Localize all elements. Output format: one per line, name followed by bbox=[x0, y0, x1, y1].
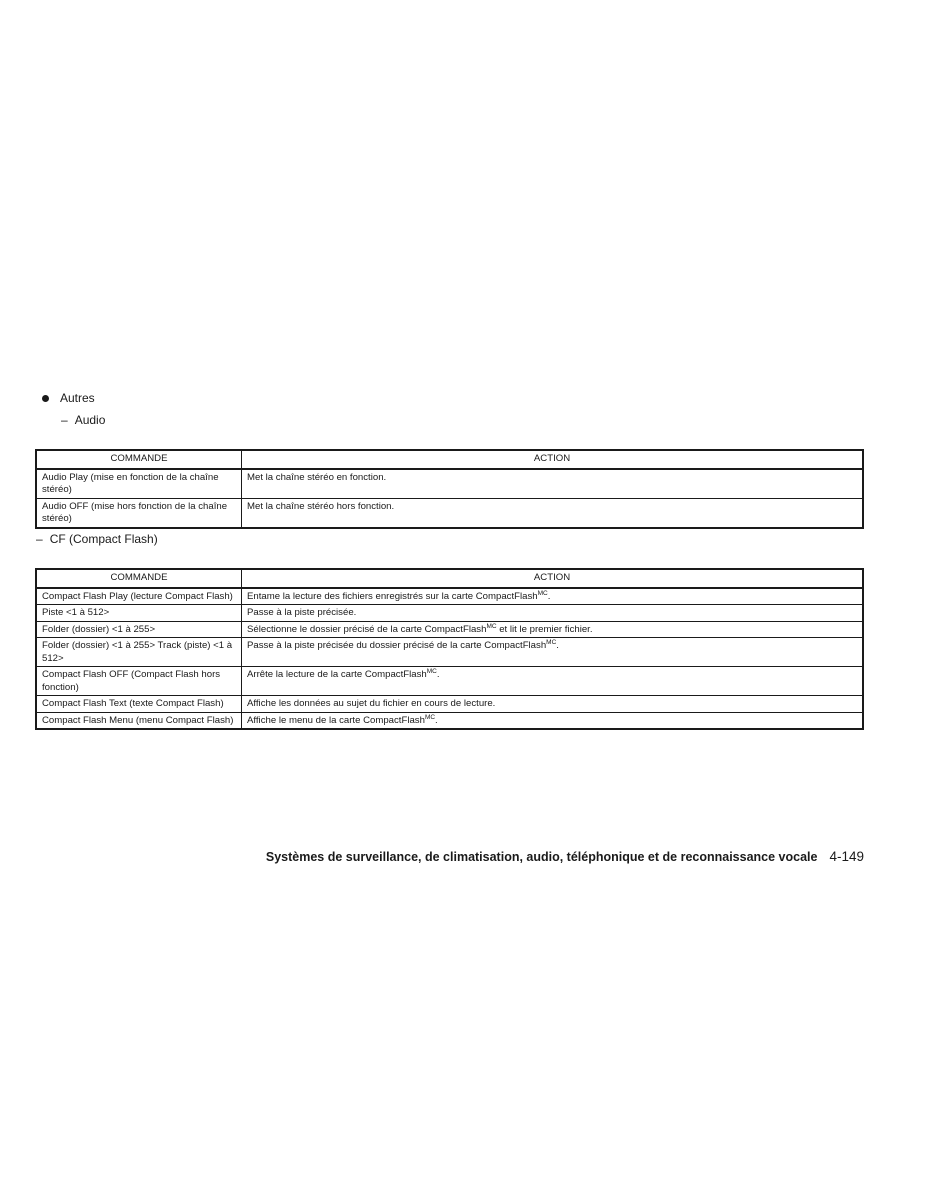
table-row bbox=[36, 498, 863, 528]
action-text-end: . bbox=[436, 669, 440, 680]
mc-mark: MC bbox=[486, 622, 497, 630]
action-cell: Met la chaîne stéréo en fonction. bbox=[242, 469, 864, 499]
column-header-action: ACTION bbox=[242, 450, 864, 469]
action-text: Entame la lecture des fichiers enregistrés sur la carte CompactFlash bbox=[247, 590, 538, 602]
command-cell: Compact Flash Text (texte Compact Flash) bbox=[36, 696, 242, 713]
action-cell bbox=[242, 621, 864, 638]
action-text: Affiche le menu de la carte CompactFlash bbox=[247, 714, 425, 726]
action-text-end: . bbox=[435, 714, 438, 726]
mc-mark: MC bbox=[537, 589, 548, 597]
table-row bbox=[36, 469, 863, 499]
subheading-audio-label: Audio bbox=[74, 413, 106, 427]
table-row bbox=[36, 696, 863, 713]
bullet-autres bbox=[42, 391, 95, 405]
mc-mark: MC bbox=[424, 713, 436, 721]
subheading-audio bbox=[61, 413, 105, 427]
command-cell: Folder (dossier) <1 à 255> bbox=[36, 621, 242, 638]
table-row bbox=[36, 605, 863, 622]
footer-chapter-title: Systèmes de surveillance, de climatisation, audio, téléphonique et de reconnaissance vocale bbox=[265, 850, 818, 864]
column-header-command: COMMANDE bbox=[36, 569, 242, 588]
column-header-command: COMMANDE bbox=[36, 450, 242, 469]
action-cell bbox=[242, 605, 864, 622]
action-text: Passe à la piste précisée. bbox=[247, 607, 357, 618]
table-row bbox=[36, 621, 863, 638]
command-cell: Compact Flash OFF (Compact Flash hors fonction) bbox=[36, 667, 242, 696]
table-row bbox=[36, 638, 863, 667]
table-row bbox=[36, 588, 863, 605]
command-cell: Piste <1 à 512> bbox=[36, 605, 242, 622]
action-text: Passe à la piste précisée du dossier précisé de la carte CompactFlash bbox=[247, 640, 547, 651]
action-cell: Met la chaîne stéréo hors fonction. bbox=[242, 498, 864, 528]
table-row bbox=[36, 667, 863, 696]
command-cell: Folder (dossier) <1 à 255> Track (piste) <1 à 512> bbox=[36, 638, 242, 667]
action-text-end: . bbox=[556, 640, 559, 651]
page-footer bbox=[266, 849, 864, 864]
dash-marker: – bbox=[61, 413, 68, 427]
command-cell: Compact Flash Menu (menu Compact Flash) bbox=[36, 712, 242, 729]
action-text: Sélectionne le dossier précisé de la carte CompactFlash bbox=[247, 623, 487, 635]
table-header-row bbox=[36, 569, 863, 588]
mc-mark: MC bbox=[426, 668, 437, 675]
command-cell: Compact Flash Play (lecture Compact Flash) bbox=[36, 588, 242, 605]
mc-mark: MC bbox=[546, 639, 557, 646]
action-cell bbox=[242, 667, 864, 696]
table-header-row bbox=[36, 450, 863, 469]
table-row bbox=[36, 712, 863, 729]
action-text: Affiche les données au sujet du fichier en cours de lecture. bbox=[247, 698, 496, 709]
audio-command-table bbox=[35, 449, 864, 529]
bullet-dot-icon bbox=[42, 395, 49, 402]
action-text-end: . bbox=[547, 590, 551, 602]
command-cell: Audio Play (mise en fonction de la chaîne stéréo) bbox=[36, 469, 242, 499]
subheading-compact-flash bbox=[36, 532, 158, 546]
action-text-end: et lit le premier fichier. bbox=[496, 623, 593, 635]
action-cell bbox=[242, 588, 864, 605]
bullet-label: Autres bbox=[60, 391, 95, 405]
action-cell bbox=[242, 638, 864, 667]
subheading-cf-label: CF (Compact Flash) bbox=[49, 532, 158, 546]
column-header-action: ACTION bbox=[242, 569, 864, 588]
dash-marker: – bbox=[36, 532, 43, 546]
page-number: 4-149 bbox=[829, 849, 864, 864]
action-cell bbox=[242, 696, 864, 713]
cf-command-table bbox=[35, 568, 864, 730]
action-cell bbox=[242, 712, 864, 729]
action-text: Arrête la lecture de la carte CompactFlash bbox=[247, 669, 427, 680]
command-cell: Audio OFF (mise hors fonction de la chaîne stéréo) bbox=[36, 498, 242, 528]
